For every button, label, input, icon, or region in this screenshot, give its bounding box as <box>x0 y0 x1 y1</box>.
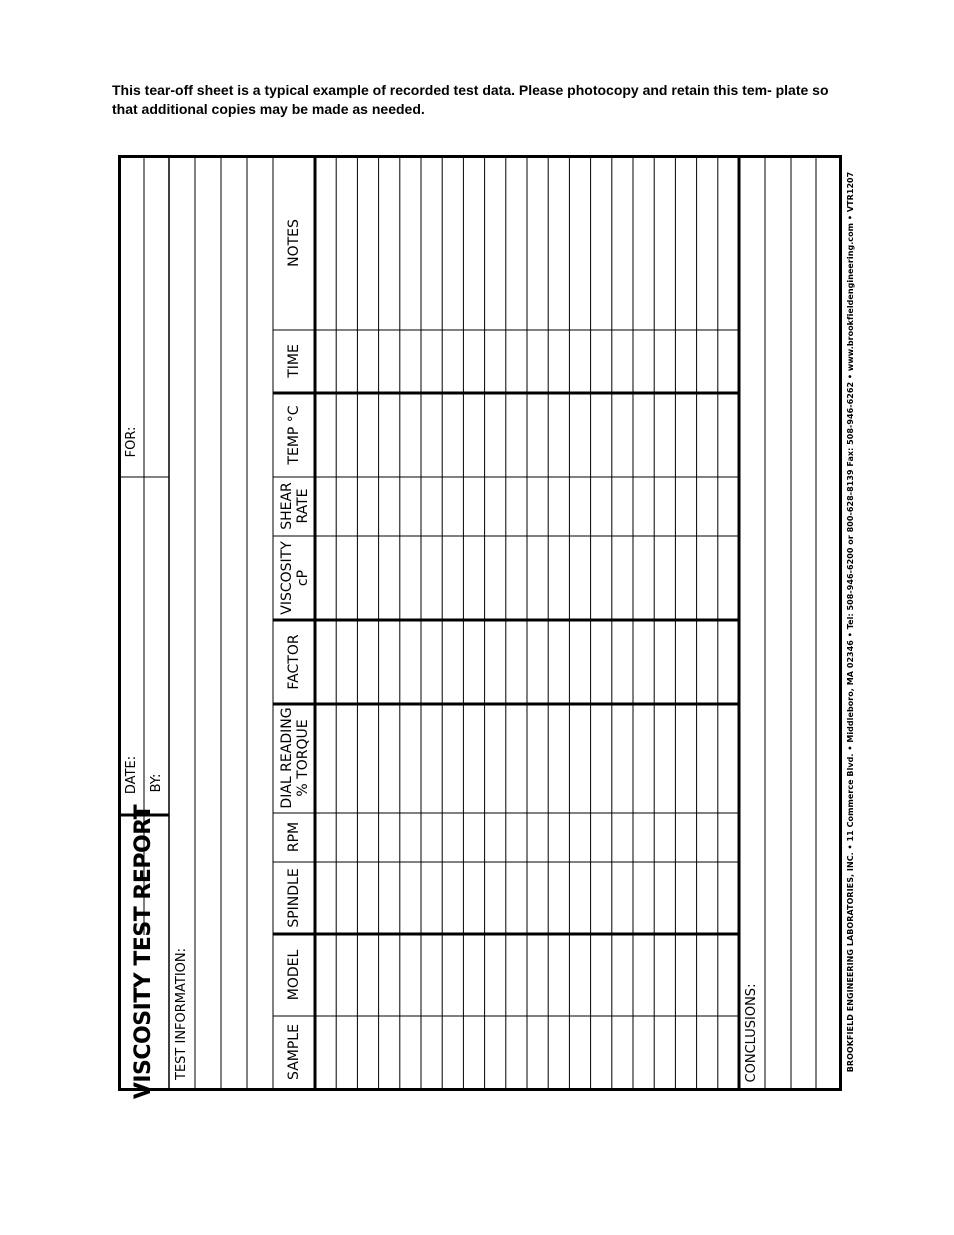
column-header-time: TIME <box>286 344 302 378</box>
intro-text: This tear-off sheet is a typical example of recorded test data. Please photocopy and retain this tem- plate so that additional copies may be made as needed. <box>112 82 829 117</box>
column-header-spindle: SPINDLE <box>286 868 302 928</box>
column-header-rpm: RPM <box>286 821 302 853</box>
column-header-notes: NOTES <box>286 219 302 267</box>
by-label: BY: <box>149 773 164 793</box>
column-header-temp: TEMP °C <box>286 405 302 465</box>
column-header-model: MODEL <box>286 949 302 1001</box>
column-header-viscosity: VISCOSITY cP <box>279 541 311 615</box>
date-label: DATE: <box>124 755 139 795</box>
footer-company-info: BROOKFIELD ENGINEERING LABORATORIES, INC. • 11 Commerce Blvd. • Middleboro, MA 02346 • Tel: 508-946-6200 or 800-628-8139 Fax: 508-946-6262 • www.brookfieldengineering.com • VTR1207 <box>846 171 855 1073</box>
conclusions-label: CONCLUSIONS: <box>744 983 759 1083</box>
column-header-sample: SAMPLE <box>286 1024 302 1080</box>
for-label: FOR: <box>124 426 139 458</box>
test-information-label: TEST INFORMATION: <box>174 948 189 1080</box>
column-header-dial-reading: DIAL READING % TORQUE <box>279 707 311 809</box>
column-header-factor: FACTOR <box>286 634 302 690</box>
form-title: VISCOSITY TEST REPORT <box>131 804 156 1100</box>
column-header-shear-rate: SHEAR RATE <box>279 482 311 530</box>
